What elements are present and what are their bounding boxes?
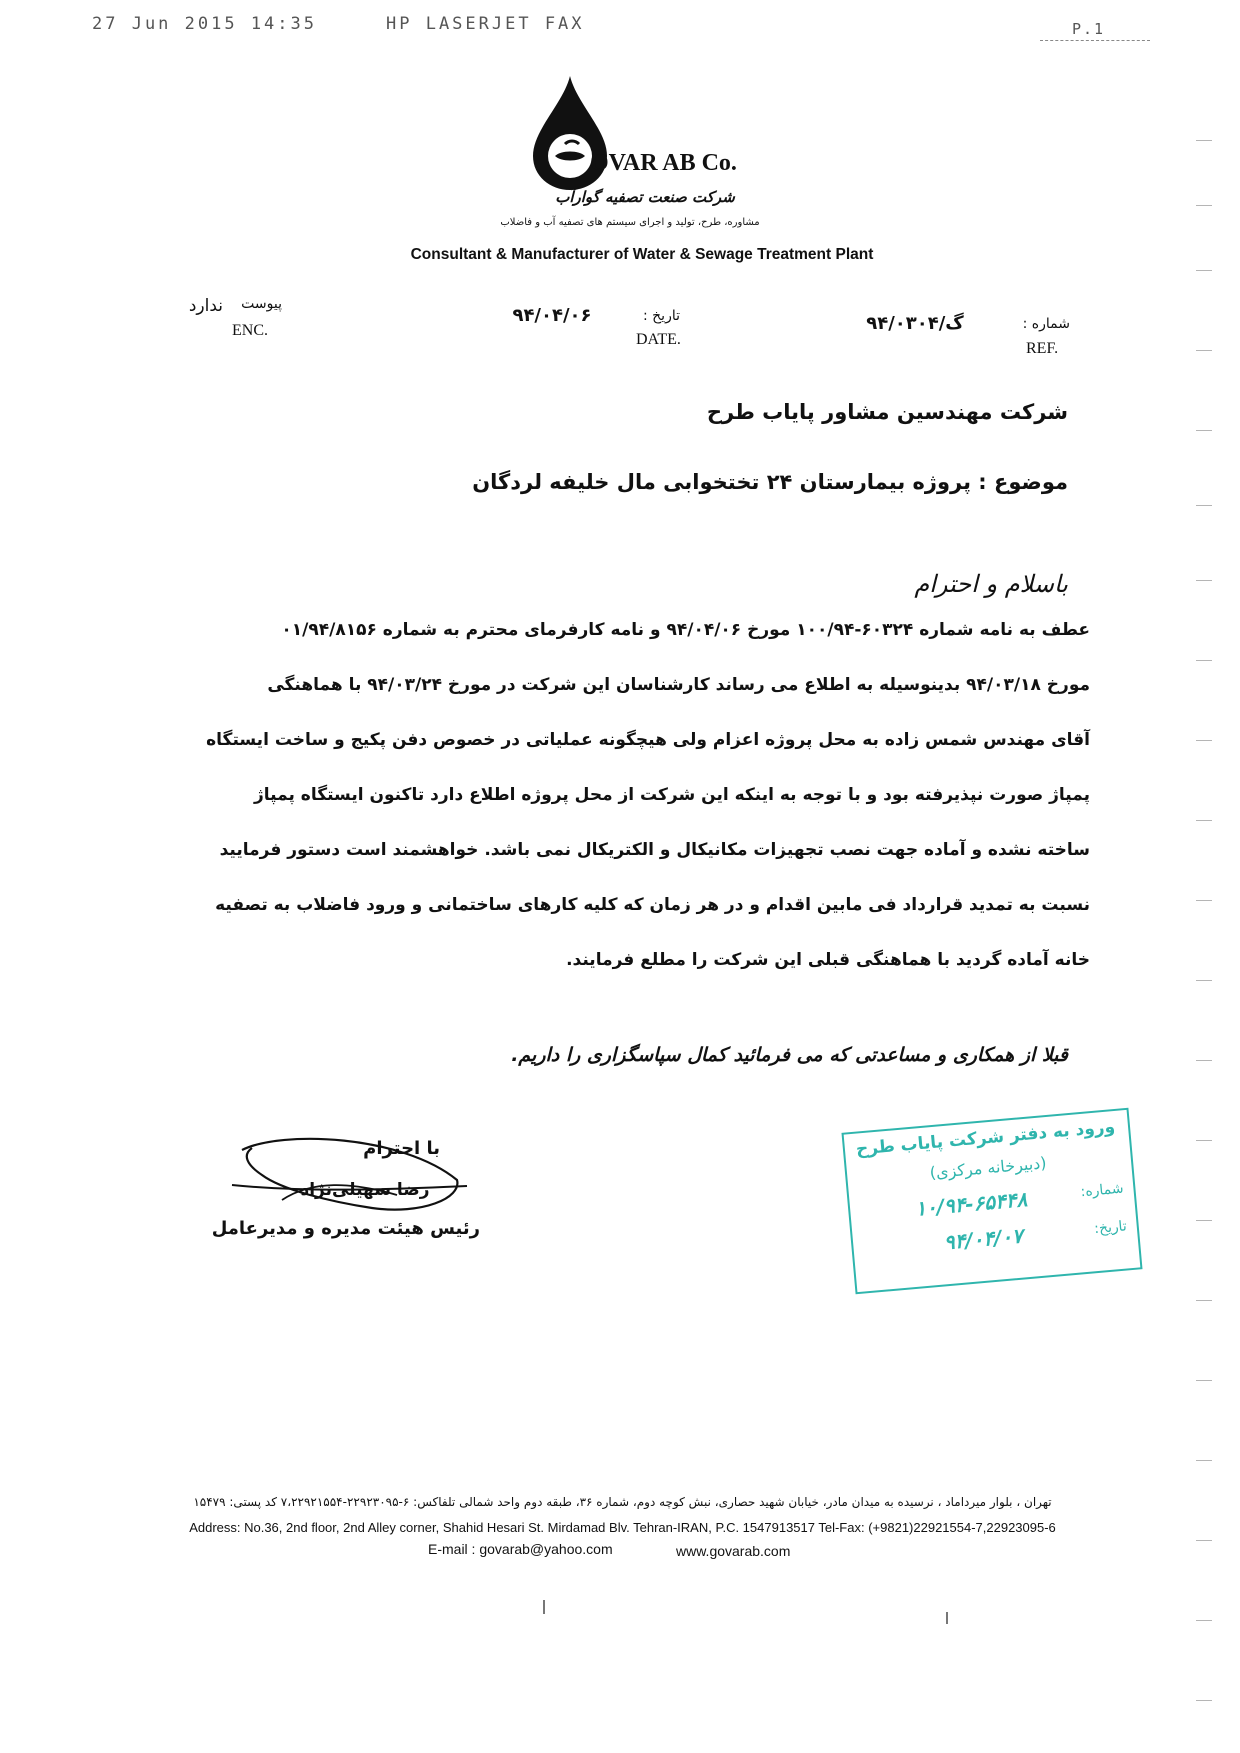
body-line: خانه آماده گردید با هماهنگی قبلی این شرکت را مطلع فرمایند. — [566, 950, 1090, 970]
body-line: آقای مهندس شمس زاده به محل پروژه اعزام ولی هیچگونه عملیاتی در خصوص دفن پکیج و ساخت ایستگاه — [206, 730, 1090, 750]
company-logo-name: OVAR AB Co. — [590, 150, 737, 176]
fax-page-rule — [1040, 40, 1150, 41]
fax-mark — [543, 1600, 545, 1614]
stamp-number-value: ۱۰/۹۴-۶۵۴۴۸ — [914, 1186, 1029, 1221]
fax-mark — [946, 1612, 948, 1624]
footer-address-en: Address: No.36, 2nd floor, 2nd Alley corner, Shahid Hesari St. Mirdamad Blv. Tehran-IRAN, P.C. 1547913517 Tel-Fax: (+9821)22921554-7,22923095-6 — [189, 1520, 1056, 1535]
salutation: باسلام و احترام — [914, 570, 1068, 598]
body-line: نسبت به تمدید قرارداد فی مابین اقدام و در هر زمان که کلیه کارهای ساختمانی و ورود فاضلاب به تصفیه — [215, 895, 1090, 915]
ref-value: گ/۹۴/۰۳۰۴ — [866, 313, 964, 334]
stamp-heading: ورود به دفتر شرکت پایاب طرح — [855, 1117, 1116, 1160]
company-tagline-fa: مشاوره، طرح، تولید و اجرای سیستم های تصفیه آب و فاضلاب — [500, 217, 760, 228]
date-value: ۹۴/۰۴/۰۶ — [512, 305, 592, 326]
fax-device: HP LASERJET FAX — [386, 14, 585, 34]
subject-line: موضوع : پروژه بیمارستان ۲۴ تختخوابی مال خلیفه لردگان — [472, 470, 1068, 494]
enc-label-en: ENC. — [232, 322, 268, 339]
stamp-number-label: شماره: — [1079, 1180, 1125, 1201]
company-name-fa: شرکت صنعت تصفیه گوارآب — [555, 188, 735, 206]
enc-value: ندارد — [188, 296, 223, 316]
received-stamp — [841, 1108, 1142, 1294]
body-line: ساخته نشده و آماده جهت نصب تجهیزات مکانیکال و الکتریکال نمی باشد. خواهشمند است دستور فرمایید — [219, 840, 1090, 860]
signatory-title: رئیس هیئت مدیره و مدیرعامل — [211, 1218, 480, 1239]
signature-regards: با احترام — [363, 1138, 440, 1159]
stamp-date-value: ۹۴/۰۴/۰۷ — [942, 1223, 1024, 1255]
footer-website: www.govarab.com — [676, 1543, 791, 1559]
body-line: پمپاژ صورت نپذیرفته بود و با توجه به اینکه این شرکت از محل پروژه اطلاع دارد تاکنون ایستگاه پمپاژ — [253, 785, 1090, 805]
handwritten-signature — [222, 1120, 472, 1230]
footer-address-fa: تهران ، بلوار میرداماد ، نرسیده به میدان مادر، خیابان شهید حصاری، نبش کوچه دوم، شماره ۳۶، طبقه دوم واحد شمالی تلفاکس: ۶-۲۲۹۲۳۰۹۵-۷،۲۲۹۲۱۵۵۴ کد پستی: ۱۵۴۷۹ — [193, 1495, 1052, 1509]
body-line: عطف به نامه شماره ۶۰۳۲۴-۱۰۰/۹۴ مورخ ۹۴/۰۴/۰۶ و نامه کارفرمای محترم به شماره ۰۱/۹۴/۸۱۵۶ — [281, 620, 1090, 640]
closing-line: قبلا از همکاری و مساعدتی که می فرمائید کمال سپاسگزاری را داریم. — [511, 1044, 1068, 1066]
stamp-date-label: تاریخ: — [1093, 1218, 1128, 1238]
date-label-en: DATE. — [636, 331, 681, 348]
ref-label-en: REF. — [1026, 340, 1059, 357]
body-line: مورخ ۹۴/۰۳/۱۸ بدینوسیله به اطلاع می رساند کارشناسان این شرکت در مورخ ۹۴/۰۳/۲۴ با هماهنگی — [267, 675, 1090, 695]
date-label-fa: تاریخ : — [642, 308, 680, 324]
ref-label-fa: شماره : — [1022, 316, 1070, 332]
stamp-subheading: (دبیرخانه مرکزی) — [928, 1153, 1048, 1183]
fax-page-number: P.1 — [1072, 20, 1106, 38]
footer-email: E-mail : govarab@yahoo.com — [428, 1541, 613, 1557]
signatory-name: رضا سهیلی‌نژاد — [300, 1180, 430, 1200]
recipient: شرکت مهندسین مشاور پایاب طرح — [706, 400, 1068, 424]
enc-label-fa: پیوست — [241, 296, 282, 312]
company-tagline-en: Consultant & Manufacturer of Water & Sewage Treatment Plant — [410, 246, 874, 263]
fax-timestamp: 27 Jun 2015 14:35 — [92, 14, 317, 34]
